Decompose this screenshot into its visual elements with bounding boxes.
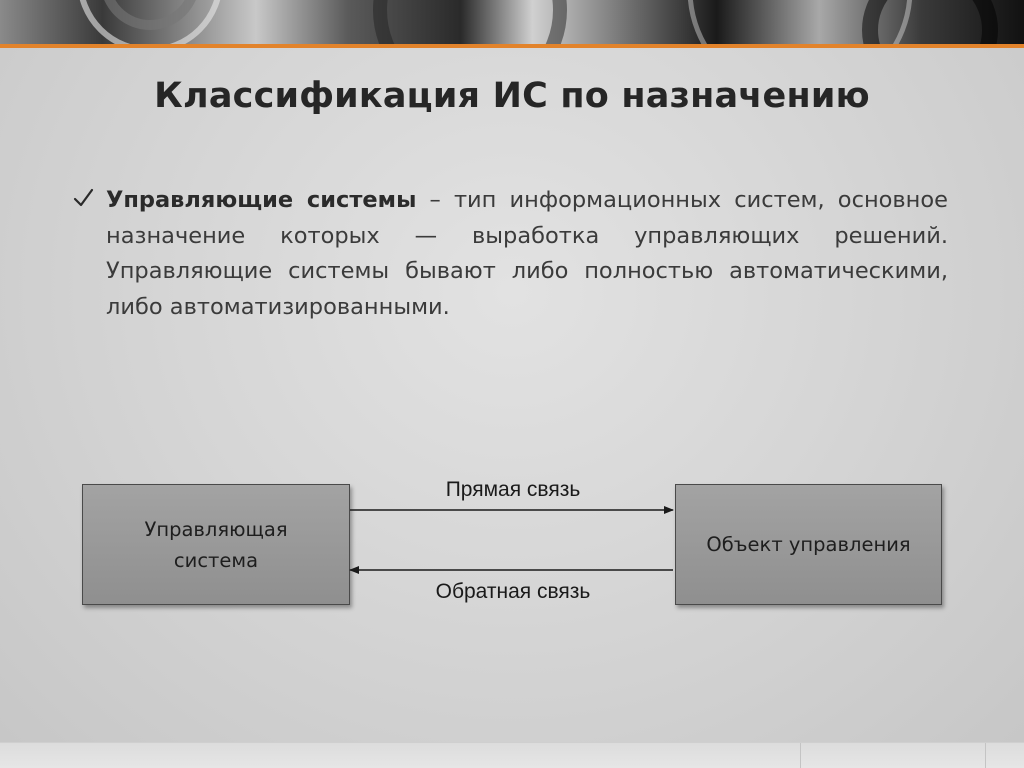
footer-strip — [0, 742, 1024, 768]
direct-link-label: Прямая связь — [445, 478, 581, 501]
bullet-term: Управляющие системы — [106, 187, 417, 213]
footer-divider — [985, 743, 986, 768]
control-object-label: Объект управления — [706, 533, 911, 556]
footer-divider — [800, 743, 801, 768]
feedback-link-label: Обратная связь — [435, 580, 591, 603]
bullet-definition: – тип информационных систем, основное назначение которых — выработка управляющих решений. Управляющие системы бывают либо полностью автоматическими, либо автоматизированными. — [106, 187, 948, 320]
control-system-label-line1: Управляющая — [144, 517, 288, 541]
control-system-label-line2: система — [173, 548, 259, 572]
slide-title: Классификация ИС по назначению — [154, 76, 870, 116]
